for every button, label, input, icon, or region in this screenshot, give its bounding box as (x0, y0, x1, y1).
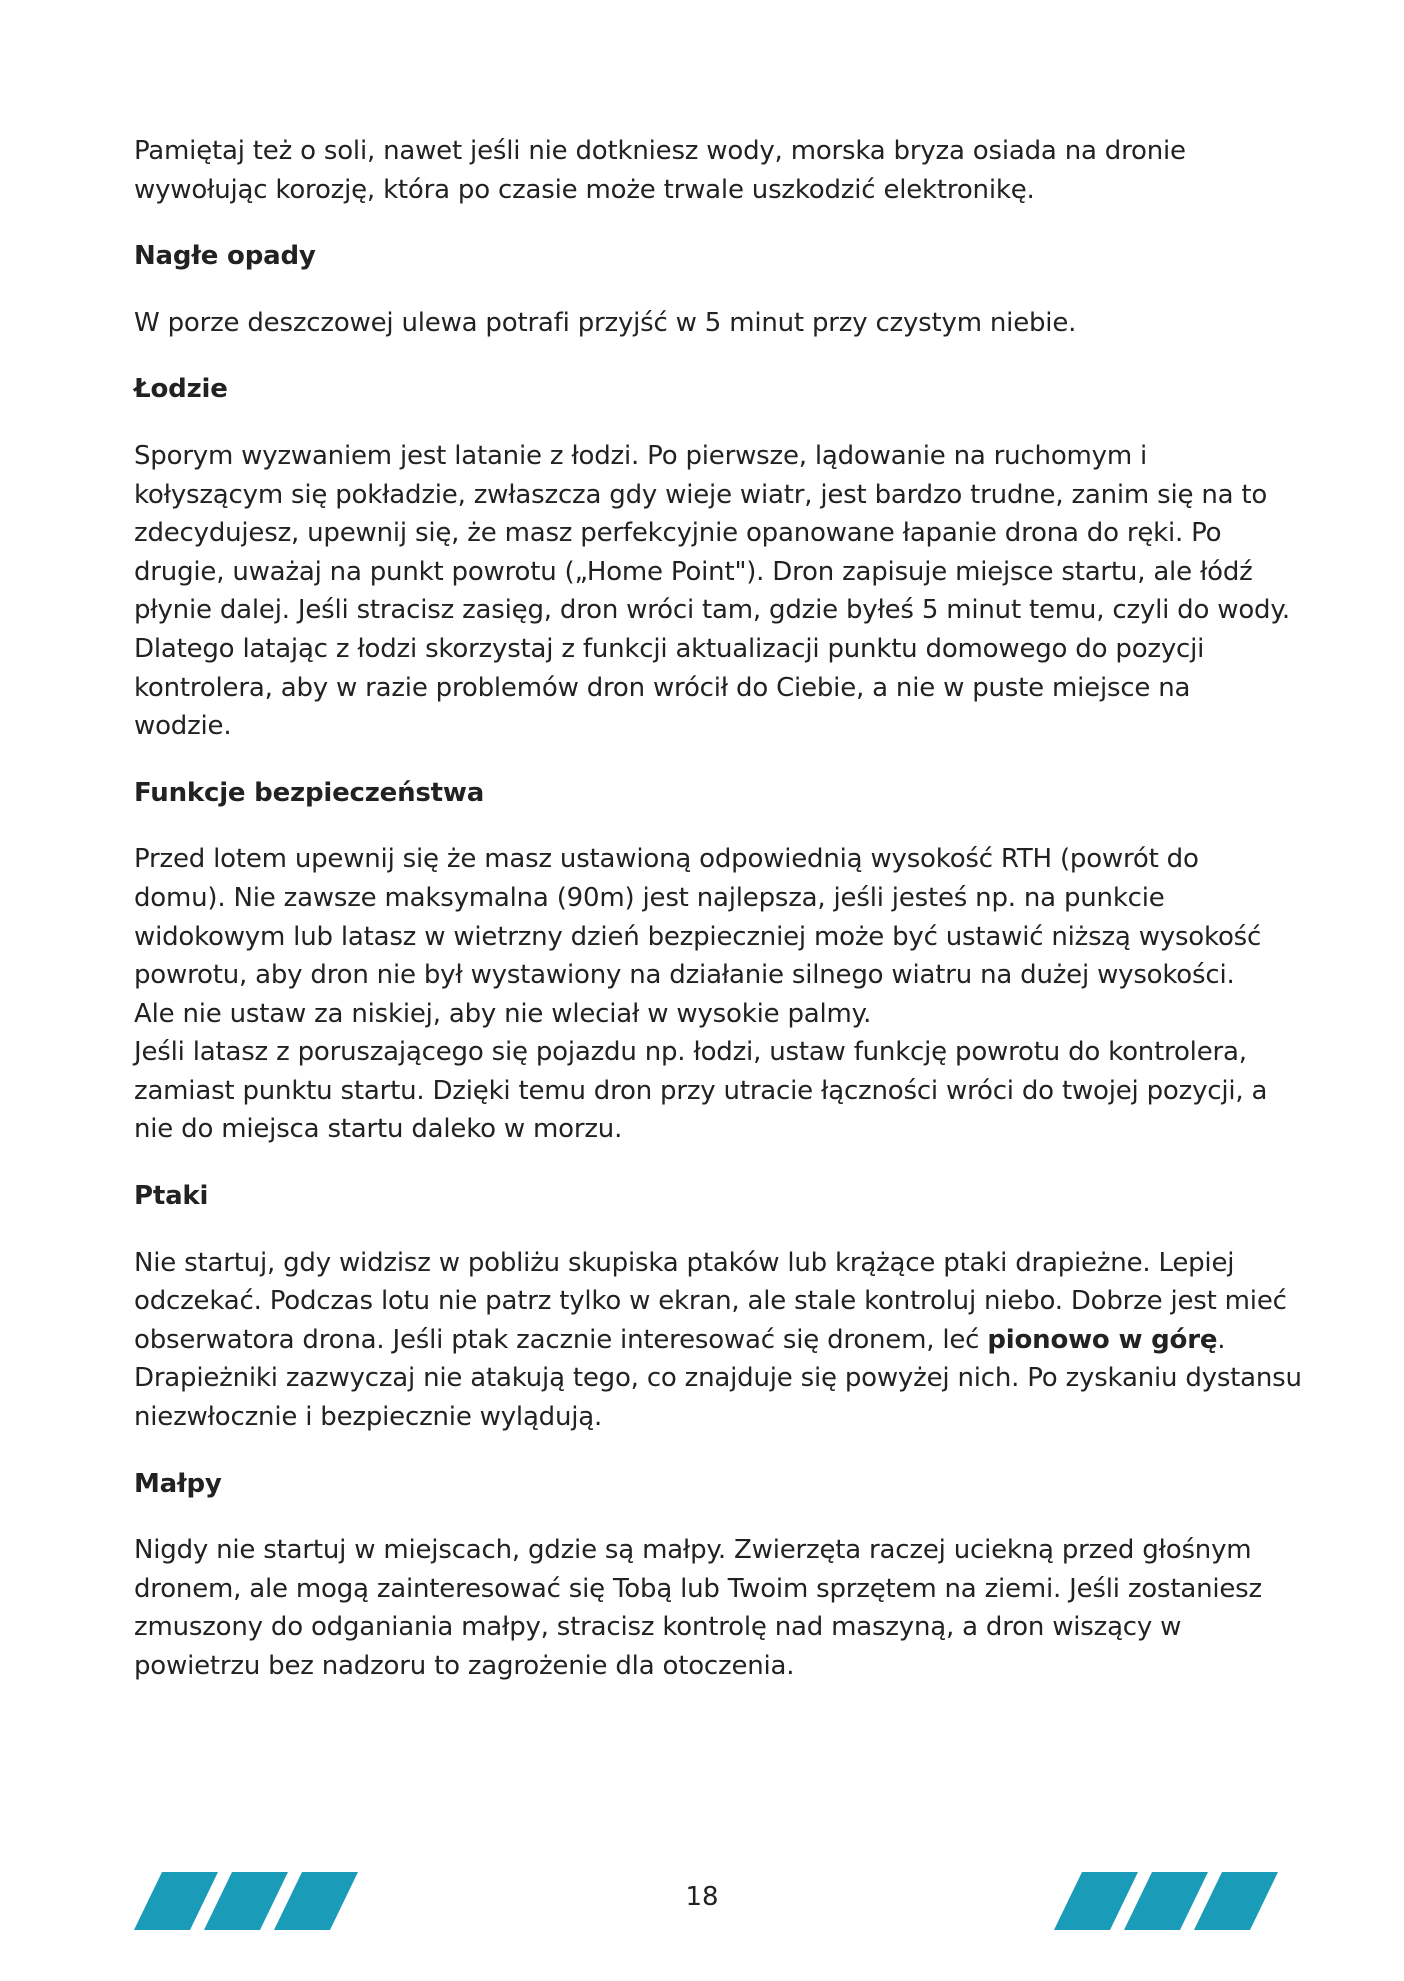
text-line: Pamiętaj też o soli, nawet jeśli nie dotkniesz wody, morska bryza osiada na dronie (134, 136, 1186, 166)
text-line: Nie startuj, gdy widzisz w pobliżu skupiska ptaków lub krążące ptaki drapieżne. Lepiej (134, 1247, 1235, 1278)
text-line: Ale nie ustaw za niskiej, aby nie wleciał w wysokie palmy. (134, 998, 872, 1029)
text-line: kołyszącym się pokładzie, zwłaszcza gdy wieje wiatr, jest bardzo trudne, zanim się na to (134, 479, 1268, 510)
text-line: powietrzu bez nadzoru to zagrożenie dla otoczenia. (134, 1651, 795, 1681)
text-line: zamiast punktu startu. Dzięki temu dron przy utracie łączności wróci do twojej pozycji, a (134, 1075, 1268, 1106)
text-line: Przed lotem upewnij się że masz ustawioną odpowiednią wysokość RTH (powrót do (134, 844, 1199, 875)
text-segment: . (1217, 1324, 1226, 1355)
text-line: płynie dalej. Jeśli stracisz zasięg, dron wróci tam, gdzie byłeś 5 minut temu, czyli do wody. (134, 595, 1290, 626)
stripe-shape (1194, 1872, 1278, 1930)
page-content (134, 132, 1302, 1714)
text-line: Drapieżniki zazwyczaj nie atakują tego, co znajduje się powyżej nich. Po zyskaniu dystansu (134, 1363, 1302, 1394)
page-footer (0, 1870, 1404, 1930)
heading-malpy: Małpy (134, 1468, 222, 1499)
text-line: powrotu, aby dron nie był wystawiony na działanie silnego wiatru na dużej wysokości. (134, 960, 1235, 991)
text-line: domu). Nie zawsze maksymalna (90m) jest najlepsza, jeśli jesteś np. na punkcie (134, 882, 1165, 913)
text-line: zdecydujesz, upewnij się, że masz perfekcyjnie opanowane łapanie drona do ręki. Po (134, 518, 1222, 549)
page-number: 18 (685, 1882, 719, 1912)
text-line-with-emphasis (134, 1321, 1294, 1360)
stripe-shape (204, 1872, 288, 1930)
intro-paragraph (134, 132, 1294, 209)
stripes-icon (134, 1872, 358, 1930)
heading-lodzie: Łodzie (134, 374, 228, 405)
heading-funkcje-bezpieczenstwa: Funkcje bezpieczeństwa (134, 777, 485, 808)
stripes-icon (1054, 1872, 1278, 1930)
text-line: Sporym wyzwaniem jest latanie z łodzi. Po pierwsze, lądowanie na ruchomym i (134, 440, 1148, 471)
stripe-shape (274, 1872, 358, 1930)
text-segment: obserwatora drona. Jeśli ptak zacznie interesować się dronem, leć (134, 1324, 988, 1355)
text-line: widokowym lub latasz w wietrzny dzień bezpieczniej może być ustawić niższą wysokość (134, 921, 1262, 952)
paragraph-lodzie (134, 437, 1294, 746)
text-line: wodzie. (134, 711, 232, 742)
text-line: niezwłocznie i bezpiecznie wylądują. (134, 1402, 603, 1433)
heading-ptaki: Ptaki (134, 1181, 209, 1212)
text-line: dronem, ale mogą zainteresować się Tobą lub Twoim sprzętem na ziemi. Jeśli zostaniesz (134, 1573, 1262, 1604)
heading-nagle-opady: Nagłe opady (134, 241, 316, 272)
text-line: Dlatego latając z łodzi skorzystaj z funkcji aktualizacji punktu domowego do pozycji (134, 633, 1205, 664)
text-line: zmuszony do odganiania małpy, stracisz kontrolę nad maszyną, a dron wiszący w (134, 1612, 1182, 1643)
stripe-shape (134, 1872, 218, 1930)
paragraph-malpy (134, 1531, 1294, 1685)
text-line: Jeśli latasz z poruszającego się pojazdu np. łodzi, ustaw funkcję powrotu do kontrolera, (134, 1037, 1247, 1068)
paragraph-funkcje-bezpieczenstwa (134, 840, 1294, 1149)
paragraph-nagle-opady (134, 304, 1294, 343)
stripe-shape (1124, 1872, 1208, 1930)
text-line: odczekać. Podczas lotu nie patrz tylko w ekran, ale stale kontroluj niebo. Dobrze jest mieć (134, 1286, 1287, 1317)
text-line: drugie, uważaj na punkt powrotu („Home Point"). Dron zapisuje miejsce startu, ale łódź (134, 556, 1253, 587)
stripe-shape (1054, 1872, 1138, 1930)
text-line: nie do miejsca startu daleko w morzu. (134, 1114, 623, 1145)
text-line: Nigdy nie startuj w miejscach, gdzie są małpy. Zwierzęta raczej uciekną przed głośnym (134, 1535, 1252, 1566)
text-line: kontrolera, aby w razie problemów dron wrócił do Ciebie, a nie w puste miejsce na (134, 672, 1191, 703)
paragraph-ptaki (134, 1244, 1302, 1437)
emphasis-text: pionowo w górę (987, 1324, 1218, 1355)
text-line: wywołując korozję, która po czasie może trwale uszkodzić elektronikę. (134, 174, 1035, 205)
text-line: W porze deszczowej ulewa potrafi przyjść w 5 minut przy czystym niebie. (134, 307, 1077, 338)
